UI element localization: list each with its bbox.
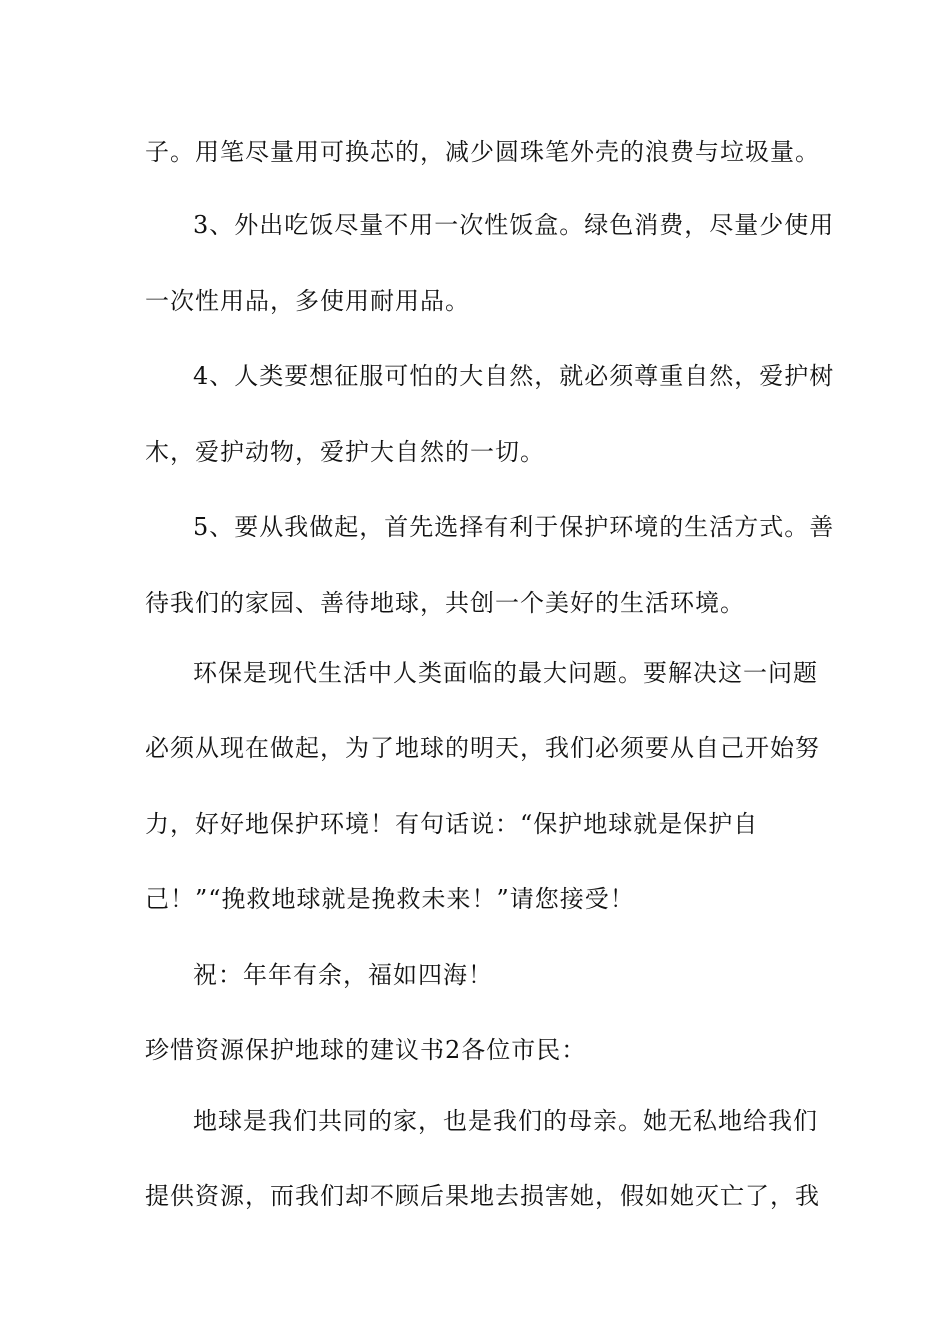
- text-line: 提供资源，而我们却不顾后果地去损害她，假如她灭亡了，我: [145, 1182, 820, 1210]
- text-line: 5、要从我做起，首先选择有利于保护环境的生活方式。善: [193, 513, 835, 541]
- text-line: 待我们的家园、善待地球，共创一个美好的生活环境。: [145, 589, 745, 617]
- text-line: 4、人类要想征服可怕的大自然，就必须尊重自然，爱护树: [193, 362, 835, 390]
- text-line: 地球是我们共同的家，也是我们的母亲。她无私地给我们: [193, 1107, 818, 1135]
- text-line: 环保是现代生活中人类面临的最大问题。要解决这一问题: [193, 659, 818, 687]
- text-line: 必须从现在做起，为了地球的明天，我们必须要从自己开始努: [145, 734, 820, 762]
- text-line: 3、外出吃饭尽量不用一次性饭盒。绿色消费，尽量少使用: [193, 211, 835, 239]
- section-heading: 珍惜资源保护地球的建议书2各位市民：: [145, 1036, 587, 1064]
- text-line: 木，爱护动物，爱护大自然的一切。: [145, 438, 545, 466]
- text-line: 力，好好地保护环境！有句话说：“保护地球就是保护自: [145, 810, 759, 838]
- text-line: 己！”“挽救地球就是挽救未来！”请您接受！: [145, 885, 635, 913]
- text-line: 一次性用品，多使用耐用品。: [145, 287, 470, 315]
- text-line: 子。用笔尽量用可换芯的，减少圆珠笔外壳的浪费与垃圾量。: [145, 138, 820, 166]
- text-line: 祝：年年有余，福如四海！: [193, 961, 493, 989]
